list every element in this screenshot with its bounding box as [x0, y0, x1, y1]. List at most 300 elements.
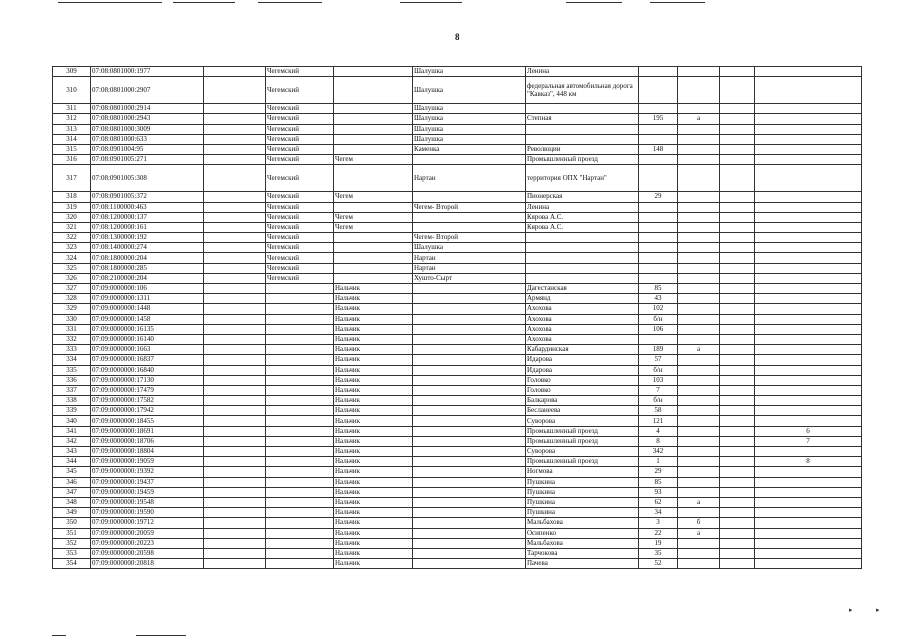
settlement-cell: Нартан — [413, 263, 526, 273]
house-number-cell: 93 — [639, 487, 678, 497]
building-letter-cell: а — [678, 497, 720, 507]
settlement-cell — [413, 416, 526, 426]
note-number-cell — [755, 355, 862, 365]
city-cell — [334, 253, 413, 263]
settlement-cell: Каменка — [413, 144, 526, 154]
district-cell — [266, 396, 334, 406]
street-cell: Промышленный проезд — [526, 426, 639, 436]
building-letter-cell — [678, 284, 720, 294]
table-row — [53, 273, 862, 283]
house-number-cell — [639, 243, 678, 253]
col-blank-cell — [204, 518, 266, 528]
city-cell: Нальчик — [334, 538, 413, 548]
col-blank-cell — [204, 497, 266, 507]
note-number-cell — [755, 284, 862, 294]
settlement-cell — [413, 487, 526, 497]
col-extra-cell — [720, 273, 755, 283]
building-letter-cell — [678, 365, 720, 375]
building-letter-cell — [678, 134, 720, 144]
cadastral-number-cell: 07:09:0000000:19548 — [91, 497, 204, 507]
street-cell: Кярова А.С. — [526, 212, 639, 222]
city-cell — [334, 243, 413, 253]
note-number-cell — [755, 273, 862, 283]
building-letter-cell — [678, 192, 720, 202]
note-number-cell — [755, 114, 862, 124]
city-cell — [334, 273, 413, 283]
col-blank-cell — [204, 155, 266, 165]
city-cell: Нальчик — [334, 436, 413, 446]
note-number-cell — [755, 222, 862, 232]
building-letter-cell — [678, 355, 720, 365]
col-blank-cell — [204, 222, 266, 232]
street-cell: Ахохова — [526, 324, 639, 334]
row-number-cell: 346 — [53, 477, 91, 487]
building-letter-cell — [678, 375, 720, 385]
city-cell: Нальчик — [334, 487, 413, 497]
table-row — [53, 155, 862, 165]
table-row — [53, 406, 862, 416]
settlement-cell — [413, 497, 526, 507]
table-row — [53, 114, 862, 124]
col-extra-cell — [720, 77, 755, 104]
settlement-cell: Хушто-Сырт — [413, 273, 526, 283]
street-cell: Суворова — [526, 416, 639, 426]
street-cell: Кярова А.С. — [526, 222, 639, 232]
building-letter-cell — [678, 426, 720, 436]
house-number-cell: 3 — [639, 518, 678, 528]
district-cell — [266, 508, 334, 518]
col-extra-cell — [720, 134, 755, 144]
row-number-cell: 310 — [53, 77, 91, 104]
house-number-cell: 148 — [639, 144, 678, 154]
cadastral-number-cell: 07:08:1100000:463 — [91, 202, 204, 212]
street-cell: Армянд — [526, 294, 639, 304]
note-number-cell — [755, 345, 862, 355]
house-number-cell — [639, 104, 678, 114]
header-rule-5 — [566, 2, 622, 3]
col-extra-cell — [720, 457, 755, 467]
house-number-cell — [639, 67, 678, 77]
house-number-cell: 195 — [639, 114, 678, 124]
col-extra-cell — [720, 233, 755, 243]
district-cell — [266, 355, 334, 365]
district-cell — [266, 528, 334, 538]
city-cell: Нальчик — [334, 365, 413, 375]
street-cell: Идарова — [526, 355, 639, 365]
col-extra-cell — [720, 202, 755, 212]
col-blank-cell — [204, 447, 266, 457]
house-number-cell: б/н — [639, 314, 678, 324]
settlement-cell — [413, 192, 526, 202]
city-cell: Нальчик — [334, 457, 413, 467]
cadastral-number-cell: 07:08:1800000:204 — [91, 253, 204, 263]
house-number-cell: 103 — [639, 375, 678, 385]
street-cell: Бесланеева — [526, 406, 639, 416]
cadastral-number-cell: 07:08:0801000:633 — [91, 134, 204, 144]
col-blank-cell — [204, 396, 266, 406]
city-cell: Нальчик — [334, 447, 413, 457]
col-extra-cell — [720, 538, 755, 548]
settlement-cell — [413, 426, 526, 436]
district-cell — [266, 284, 334, 294]
house-number-cell: 35 — [639, 548, 678, 558]
note-number-cell — [755, 155, 862, 165]
note-number-cell — [755, 416, 862, 426]
table-row — [53, 416, 862, 426]
cadastral-number-cell: 07:09:0000000:20059 — [91, 528, 204, 538]
col-extra-cell — [720, 365, 755, 375]
col-extra-cell — [720, 243, 755, 253]
district-cell — [266, 518, 334, 528]
table-row — [53, 487, 862, 497]
house-number-cell: 1 — [639, 457, 678, 467]
note-number-cell — [755, 77, 862, 104]
table-row — [53, 124, 862, 134]
row-number-cell: 347 — [53, 487, 91, 497]
table-row — [53, 202, 862, 212]
header-rule-2 — [173, 2, 235, 3]
building-letter-cell — [678, 447, 720, 457]
cadastral-number-cell: 07:09:0000000:20223 — [91, 538, 204, 548]
building-letter-cell — [678, 144, 720, 154]
col-blank-cell — [204, 375, 266, 385]
street-cell: Пионерская — [526, 192, 639, 202]
note-number-cell — [755, 396, 862, 406]
city-cell: Нальчик — [334, 355, 413, 365]
note-number-cell — [755, 477, 862, 487]
table-row — [53, 365, 862, 375]
col-blank-cell — [204, 314, 266, 324]
city-cell — [334, 67, 413, 77]
house-number-cell: 19 — [639, 538, 678, 548]
col-extra-cell — [720, 406, 755, 416]
settlement-cell — [413, 457, 526, 467]
city-cell — [334, 114, 413, 124]
city-cell: Нальчик — [334, 345, 413, 355]
col-blank-cell — [204, 67, 266, 77]
city-cell: Нальчик — [334, 294, 413, 304]
register-body — [53, 67, 862, 569]
house-number-cell — [639, 134, 678, 144]
table-row — [53, 263, 862, 273]
col-extra-cell — [720, 314, 755, 324]
note-number-cell — [755, 447, 862, 457]
col-blank-cell — [204, 345, 266, 355]
table-row — [53, 314, 862, 324]
building-letter-cell — [678, 104, 720, 114]
table-row — [53, 467, 862, 477]
row-number-cell: 333 — [53, 345, 91, 355]
col-extra-cell — [720, 345, 755, 355]
col-blank-cell — [204, 192, 266, 202]
building-letter-cell — [678, 222, 720, 232]
house-number-cell: 43 — [639, 294, 678, 304]
table-row — [53, 396, 862, 406]
col-blank-cell — [204, 528, 266, 538]
col-extra-cell — [720, 385, 755, 395]
cadastral-number-cell: 07:09:0000000:1311 — [91, 294, 204, 304]
col-blank-cell — [204, 385, 266, 395]
city-cell: Нальчик — [334, 284, 413, 294]
row-number-cell: 353 — [53, 548, 91, 558]
register-table — [52, 66, 862, 569]
cadastral-number-cell: 07:09:0000000:16140 — [91, 334, 204, 344]
street-cell: Пушкина — [526, 508, 639, 518]
settlement-cell — [413, 559, 526, 569]
cadastral-number-cell: 07:09:0000000:19392 — [91, 467, 204, 477]
col-extra-cell — [720, 528, 755, 538]
note-number-cell — [755, 192, 862, 202]
note-number-cell — [755, 375, 862, 385]
settlement-cell — [413, 477, 526, 487]
district-cell — [266, 385, 334, 395]
district-cell: Чегемский — [266, 202, 334, 212]
col-blank-cell — [204, 508, 266, 518]
cadastral-number-cell: 07:08:1800000:285 — [91, 263, 204, 273]
note-number-cell — [755, 548, 862, 558]
row-number-cell: 322 — [53, 233, 91, 243]
note-number-cell: 8 — [755, 457, 862, 467]
cadastral-number-cell: 07:08:0801000:2914 — [91, 104, 204, 114]
city-cell — [334, 124, 413, 134]
district-cell: Чегемский — [266, 273, 334, 283]
house-number-cell — [639, 222, 678, 232]
col-blank-cell — [204, 144, 266, 154]
row-number-cell: 342 — [53, 436, 91, 446]
col-blank-cell — [204, 114, 266, 124]
table-row — [53, 436, 862, 446]
district-cell: Чегемский — [266, 243, 334, 253]
table-row — [53, 518, 862, 528]
city-cell: Нальчик — [334, 518, 413, 528]
row-number-cell: 319 — [53, 202, 91, 212]
cadastral-number-cell: 07:09:0000000:17942 — [91, 406, 204, 416]
city-cell — [334, 263, 413, 273]
district-cell: Чегемский — [266, 192, 334, 202]
street-cell: Ногмова — [526, 467, 639, 477]
col-extra-cell — [720, 416, 755, 426]
cadastral-number-cell: 07:08:1200000:137 — [91, 212, 204, 222]
cadastral-number-cell: 07:09:0000000:17479 — [91, 385, 204, 395]
row-number-cell: 337 — [53, 385, 91, 395]
note-number-cell — [755, 124, 862, 134]
settlement-cell: Шалушка — [413, 114, 526, 124]
cadastral-number-cell: 07:09:0000000:18804 — [91, 447, 204, 457]
building-letter-cell — [678, 396, 720, 406]
settlement-cell — [413, 284, 526, 294]
cadastral-number-cell: 07:08:1400000:274 — [91, 243, 204, 253]
row-number-cell: 317 — [53, 165, 91, 192]
settlement-cell — [413, 375, 526, 385]
col-extra-cell — [720, 497, 755, 507]
city-cell: Нальчик — [334, 406, 413, 416]
city-cell: Нальчик — [334, 385, 413, 395]
col-blank-cell — [204, 263, 266, 273]
col-extra-cell — [720, 548, 755, 558]
building-letter-cell — [678, 294, 720, 304]
row-number-cell: 316 — [53, 155, 91, 165]
row-number-cell: 325 — [53, 263, 91, 273]
house-number-cell — [639, 233, 678, 243]
cadastral-number-cell: 07:08:2100000:204 — [91, 273, 204, 283]
district-cell: Чегемский — [266, 253, 334, 263]
table-row — [53, 477, 862, 487]
col-extra-cell — [720, 124, 755, 134]
district-cell — [266, 406, 334, 416]
city-cell: Нальчик — [334, 334, 413, 344]
house-number-cell — [639, 155, 678, 165]
district-cell — [266, 538, 334, 548]
col-extra-cell — [720, 67, 755, 77]
street-cell: Революции — [526, 144, 639, 154]
settlement-cell — [413, 538, 526, 548]
building-letter-cell — [678, 487, 720, 497]
cadastral-number-cell: 07:09:0000000:19437 — [91, 477, 204, 487]
col-blank-cell — [204, 134, 266, 144]
house-number-cell — [639, 124, 678, 134]
row-number-cell: 314 — [53, 134, 91, 144]
settlement-cell: Нартан — [413, 165, 526, 192]
settlement-cell — [413, 345, 526, 355]
settlement-cell — [413, 155, 526, 165]
street-cell: Ахохова — [526, 314, 639, 324]
note-number-cell — [755, 304, 862, 314]
street-cell: Головко — [526, 375, 639, 385]
settlement-cell: Шалушка — [413, 104, 526, 114]
row-number-cell: 334 — [53, 355, 91, 365]
table-row — [53, 528, 862, 538]
row-number-cell: 352 — [53, 538, 91, 548]
note-number-cell — [755, 212, 862, 222]
col-blank-cell — [204, 304, 266, 314]
settlement-cell — [413, 508, 526, 518]
building-letter-cell — [678, 334, 720, 344]
note-number-cell — [755, 365, 862, 375]
row-number-cell: 340 — [53, 416, 91, 426]
col-blank-cell — [204, 457, 266, 467]
cadastral-number-cell: 07:08:0801000:2943 — [91, 114, 204, 124]
footer-rule-2 — [136, 635, 186, 636]
table-row — [53, 134, 862, 144]
street-cell — [526, 253, 639, 263]
street-cell: Дагестанская — [526, 284, 639, 294]
building-letter-cell — [678, 559, 720, 569]
table-row — [53, 385, 862, 395]
row-number-cell: 341 — [53, 426, 91, 436]
col-extra-cell — [720, 436, 755, 446]
cadastral-number-cell: 07:08:0901005:372 — [91, 192, 204, 202]
district-cell — [266, 304, 334, 314]
house-number-cell: 4 — [639, 426, 678, 436]
col-blank-cell — [204, 273, 266, 283]
note-number-cell — [755, 233, 862, 243]
note-number-cell — [755, 518, 862, 528]
house-number-cell: 106 — [639, 324, 678, 334]
district-cell — [266, 416, 334, 426]
house-number-cell: 22 — [639, 528, 678, 538]
city-cell — [334, 233, 413, 243]
cadastral-number-cell: 07:09:0000000:20598 — [91, 548, 204, 558]
street-cell: Промышленный проезд — [526, 155, 639, 165]
col-blank-cell — [204, 426, 266, 436]
col-extra-cell — [720, 104, 755, 114]
row-number-cell: 324 — [53, 253, 91, 263]
table-row — [53, 104, 862, 114]
district-cell: Чегемский — [266, 77, 334, 104]
house-number-cell — [639, 273, 678, 283]
cadastral-number-cell: 07:09:0000000:19590 — [91, 508, 204, 518]
building-letter-cell — [678, 467, 720, 477]
row-number-cell: 312 — [53, 114, 91, 124]
row-number-cell: 331 — [53, 324, 91, 334]
district-cell — [266, 294, 334, 304]
city-cell: Нальчик — [334, 508, 413, 518]
col-extra-cell — [720, 114, 755, 124]
table-row — [53, 426, 862, 436]
settlement-cell — [413, 385, 526, 395]
table-row — [53, 304, 862, 314]
street-cell: федеральная автомобильная дорога "Кавказ", 448 км — [526, 77, 639, 104]
district-cell — [266, 314, 334, 324]
city-cell: Нальчик — [334, 497, 413, 507]
settlement-cell — [413, 548, 526, 558]
district-cell — [266, 334, 334, 344]
house-number-cell: 29 — [639, 192, 678, 202]
street-cell: Промышленный проезд — [526, 457, 639, 467]
row-number-cell: 309 — [53, 67, 91, 77]
street-cell — [526, 273, 639, 283]
settlement-cell — [413, 436, 526, 446]
table-row — [53, 559, 862, 569]
settlement-cell: Шалушка — [413, 67, 526, 77]
city-cell: Чегем — [334, 192, 413, 202]
row-number-cell: 320 — [53, 212, 91, 222]
note-number-cell: 7 — [755, 436, 862, 446]
street-cell: Степная — [526, 114, 639, 124]
district-cell: Чегемский — [266, 155, 334, 165]
city-cell: Чегем — [334, 155, 413, 165]
house-number-cell: 121 — [639, 416, 678, 426]
col-blank-cell — [204, 243, 266, 253]
house-number-cell: б/н — [639, 365, 678, 375]
col-extra-cell — [720, 253, 755, 263]
table-row — [53, 192, 862, 202]
cadastral-number-cell: 07:09:0000000:1663 — [91, 345, 204, 355]
house-number-cell: 57 — [639, 355, 678, 365]
cadastral-number-cell: 07:09:0000000:1458 — [91, 314, 204, 324]
city-cell: Нальчик — [334, 548, 413, 558]
street-cell: Пушкина — [526, 497, 639, 507]
col-blank-cell — [204, 477, 266, 487]
col-extra-cell — [720, 518, 755, 528]
house-number-cell: 85 — [639, 477, 678, 487]
street-cell — [526, 134, 639, 144]
col-blank-cell — [204, 294, 266, 304]
row-number-cell: 330 — [53, 314, 91, 324]
col-extra-cell — [720, 192, 755, 202]
settlement-cell — [413, 467, 526, 477]
building-letter-cell — [678, 385, 720, 395]
city-cell: Нальчик — [334, 375, 413, 385]
settlement-cell — [413, 324, 526, 334]
row-number-cell: 311 — [53, 104, 91, 114]
district-cell: Чегемский — [266, 263, 334, 273]
building-letter-cell — [678, 406, 720, 416]
building-letter-cell — [678, 233, 720, 243]
row-number-cell: 315 — [53, 144, 91, 154]
city-cell — [334, 144, 413, 154]
row-number-cell: 335 — [53, 365, 91, 375]
